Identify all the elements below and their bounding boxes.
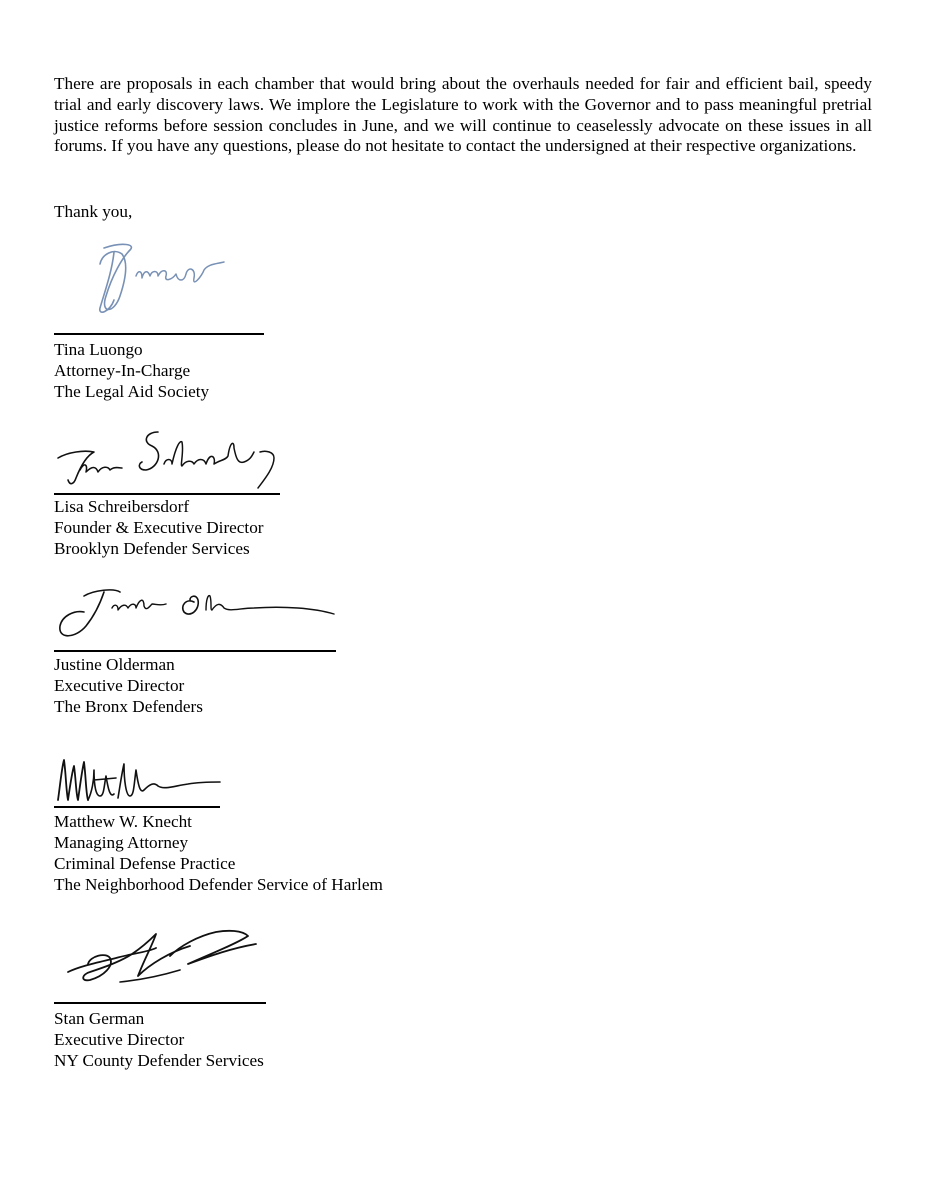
- signature-line: [54, 650, 336, 652]
- signature-stroke: [100, 252, 114, 312]
- signer-name: Matthew W. Knecht: [54, 812, 192, 831]
- signature-stroke: [139, 432, 158, 470]
- signer-block: [54, 496, 264, 559]
- signature-line: [54, 1002, 266, 1004]
- signature-stroke: [100, 244, 131, 309]
- signature-stroke: [58, 451, 94, 483]
- signature-stroke: [120, 970, 180, 982]
- signer-title-secondary: Criminal Defense Practice: [54, 854, 236, 873]
- signer-block: [54, 654, 203, 717]
- signature-stroke: [183, 596, 199, 614]
- closing-salutation: Thank you,: [54, 202, 133, 221]
- signature-stroke: [258, 451, 274, 488]
- signer-title: Attorney-In-Charge: [54, 361, 191, 380]
- signature-matthew-knecht: [54, 756, 222, 806]
- signer-block: [54, 811, 383, 895]
- signer-name: Justine Olderman: [54, 655, 175, 674]
- signature-stroke: [88, 770, 116, 800]
- signer-block: [54, 339, 209, 402]
- signature-lisa-schreibersdorf: [54, 422, 280, 492]
- signature-tina-luongo: [92, 236, 232, 318]
- body-paragraph: There are proposals in each chamber that would bring about the overhauls needed for fair and efficient bail, speedy trial and early discovery laws. We implore the Legislature to work with the Governor and to pass meaningful pretrial justice reforms before session concludes in June, and we will continue to ceaselessly advocate on these issues in all forums. If you have any questions, please do not hesitate to contact the undersigned at their respective organizations.: [54, 74, 872, 156]
- signature-stroke: [136, 262, 224, 282]
- signature-stroke: [206, 596, 334, 614]
- signer-organization: Brooklyn Defender Services: [54, 539, 250, 558]
- signature-line: [54, 806, 220, 808]
- signature-line: [54, 333, 264, 335]
- signer-organization: The Neighborhood Defender Service of Harlem: [54, 875, 383, 894]
- signature-stroke: [83, 934, 190, 980]
- signer-title: Managing Attorney: [54, 833, 189, 852]
- signer-name: Lisa Schreibersdorf: [54, 497, 190, 516]
- signature-stroke: [112, 600, 166, 610]
- signer-name: Tina Luongo: [54, 340, 143, 359]
- signer-organization: NY County Defender Services: [54, 1051, 264, 1070]
- signature-stroke: [170, 931, 256, 964]
- signer-title: Founder & Executive Director: [54, 518, 264, 537]
- signature-line: [54, 493, 280, 495]
- signature-stroke: [80, 465, 122, 472]
- signature-stroke: [58, 760, 88, 800]
- signature-stroke: [68, 948, 156, 972]
- signature-stan-german: [60, 922, 260, 990]
- signature-stroke: [164, 442, 254, 466]
- signer-block: [54, 1008, 264, 1071]
- signer-title: Executive Director: [54, 1030, 185, 1049]
- signer-title: Executive Director: [54, 676, 185, 695]
- signer-organization: The Legal Aid Society: [54, 382, 210, 401]
- signature-justine-olderman: [54, 582, 338, 644]
- signer-name: Stan German: [54, 1009, 145, 1028]
- signature-stroke: [60, 590, 120, 636]
- signer-organization: The Bronx Defenders: [54, 697, 203, 716]
- signature-stroke: [118, 764, 220, 798]
